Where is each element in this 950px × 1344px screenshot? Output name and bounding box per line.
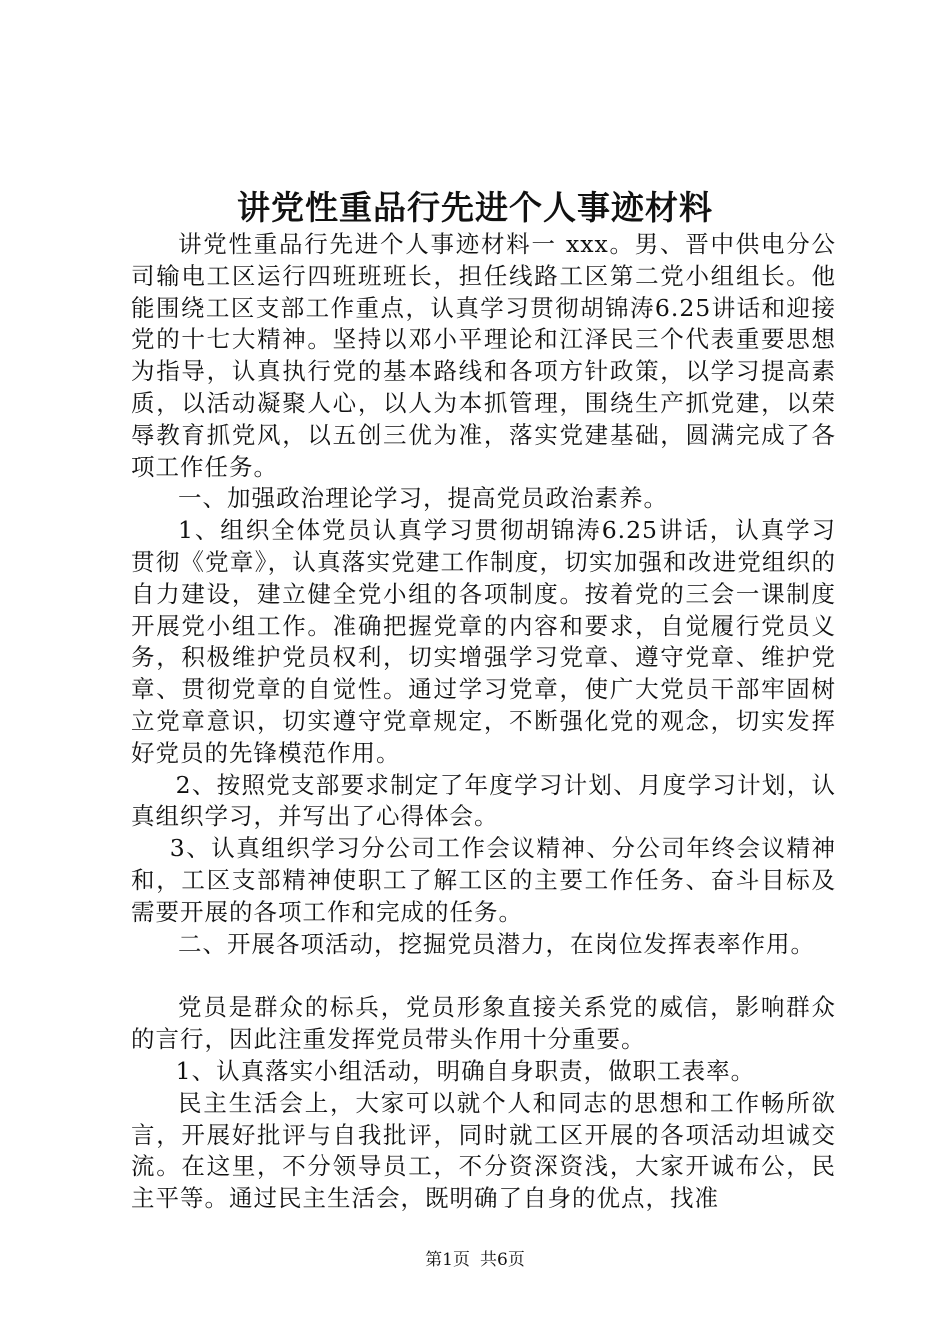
paragraph-item-1-3: 3、认真组织学习分公司工作会议精神、分公司年终会议精神和，工区支部精神使职工了解工区的主要工作任务、奋斗目标及需要开展的各项工作和完成的任务。 <box>131 834 836 926</box>
page-total: 共6页 <box>480 1250 525 1270</box>
page-number: 第1页 <box>425 1250 470 1270</box>
paragraph-section-2-intro: 党员是群众的标兵，党员形象直接关系党的威信，影响群众的言行，因此注重发挥党员带头作用十分重要。 <box>131 993 836 1054</box>
paragraph-item-1-2: 2、按照党支部要求制定了年度学习计划、月度学习计划，认真组织学习，并写出了心得体会。 <box>131 770 836 831</box>
section-heading-2: 二、开展各项活动，挖掘党员潜力，在岗位发挥表率作用。 <box>178 929 815 958</box>
paragraph-item-1-1: 1、组织全体党员认真学习贯彻胡锦涛6.25讲话，认真学习贯彻《党章》，认真落实党建工作制度，切实加强和改进党组织的自力建设，建立健全党小组的各项制度。按着党的三会一课制度开展党小组工作。准确把握党章的内容和要求，自觉履行党员义务，积极维护党员权利，切实增强学习党章、遵守党章、维护党章、贯彻党章的自觉性。通过学习党章，使广大党员干部牢固树立党章意识，切实遵守党章规定，不断强化党的观念，切实发挥好党员的先锋模范作用。 <box>131 516 836 767</box>
paragraph-item-2-1: 1、认真落实小组活动，明确自身职责，做职工表率。 <box>175 1056 756 1085</box>
document-body <box>131 229 836 1215</box>
page-footer <box>0 1248 950 1272</box>
section-heading-1: 一、加强政治理论学习，提高党员政治素养。 <box>178 484 668 513</box>
document-title: 讲党性重品行先进个人事迹材料 <box>237 188 713 227</box>
paragraph-democratic-meeting: 民主生活会上，大家可以就个人和同志的思想和工作畅所欲言，开展好批评与自我批评，同时就工区开展的各项活动坦诚交流。在这里，不分领导员工，不分资深资浅，大家开诚布公，民主平等。通过民主生活会，既明确了自身的优点，找准 <box>131 1088 836 1213</box>
paragraph-intro: 讲党性重品行先进个人事迹材料一 xxx。男、晋中供电分公司输电工区运行四班班班长，担任线路工区第二党小组组长。他能围绕工区支部工作重点，认真学习贯彻胡锦涛6.25讲话和迎接党的十七大精神。坚持以邓小平理论和江泽民三个代表重要思想为指导，认真执行党的基本路线和各项方针政策，以学习提高素质，以活动凝聚人心，以人为本抓管理，围绕生产抓党建，以荣辱教育抓党风，以五创三优为准，落实党建基础，圆满完成了各项工作任务。 <box>131 230 836 481</box>
